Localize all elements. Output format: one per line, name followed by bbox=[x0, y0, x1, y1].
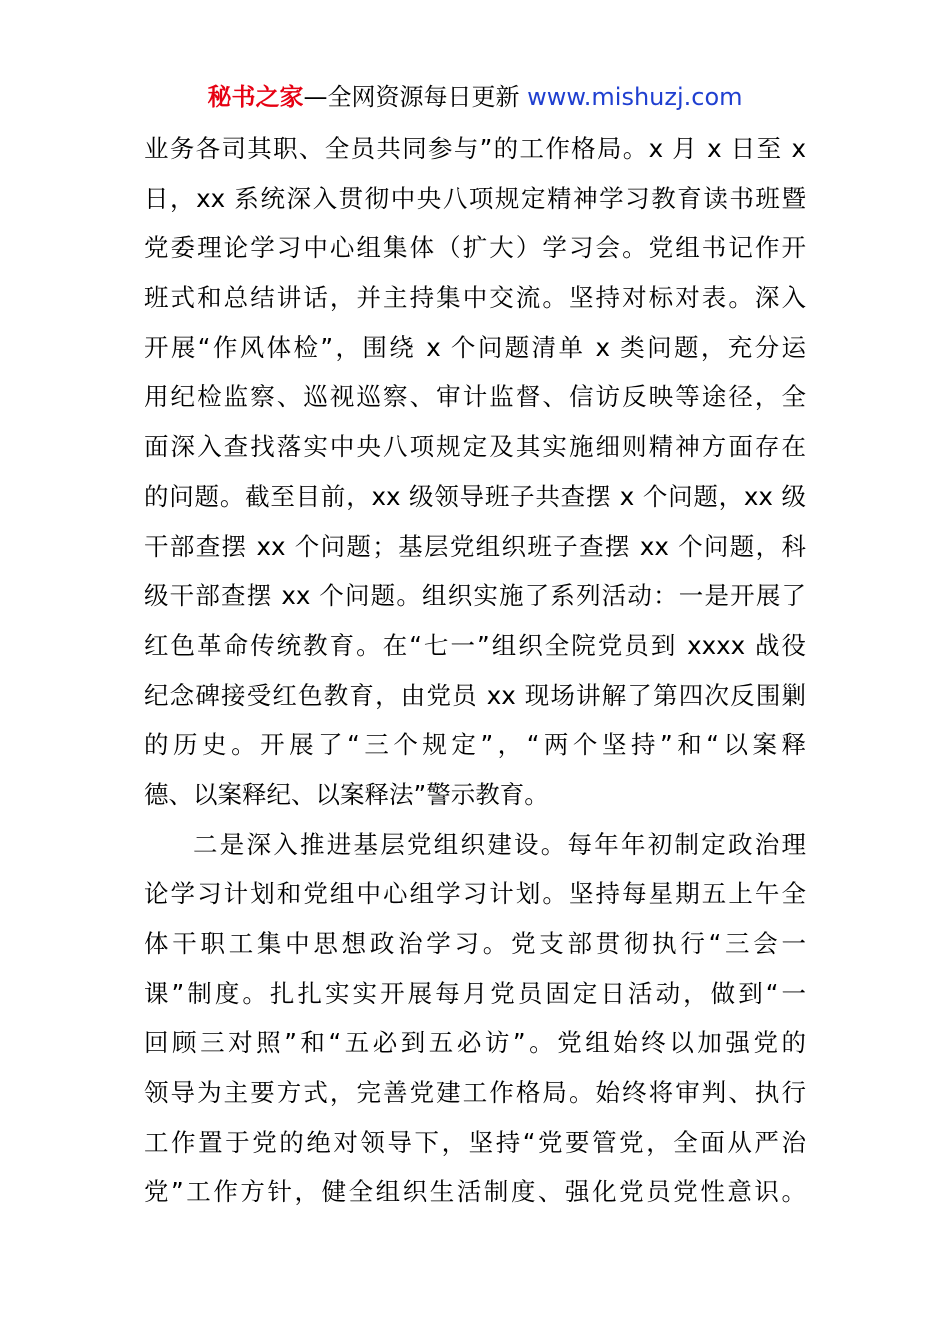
text-line: 面深入查找落实中央八项规定及其实施细则精神方面存在 bbox=[144, 432, 806, 462]
site-url-link[interactable]: www.mishuzj.com bbox=[527, 83, 743, 111]
text-line: 干部查摆 xx 个问题；基层党组织班子查摆 xx 个问题，科 bbox=[144, 531, 806, 561]
header-tagline: —全网资源每日更新 bbox=[303, 83, 520, 111]
text-line: 工作置于党的绝对领导下，坚持“党要管党，全面从严治 bbox=[144, 1127, 806, 1157]
text-line: 党”工作方针，健全组织生活制度、强化党员党性意识。 bbox=[144, 1177, 806, 1207]
text-line: 课”制度。扎扎实实开展每月党员固定日活动，做到“一 bbox=[144, 978, 806, 1008]
text-line: 领导为主要方式，完善党建工作格局。始终将审判、执行 bbox=[144, 1078, 806, 1108]
paragraph-2 bbox=[144, 820, 806, 1218]
text-line: 业务各司其职、全员共同参与”的工作格局。x 月 x 日至 x bbox=[144, 134, 806, 163]
text-line: 纪念碑接受红色教育，由党员 xx 现场讲解了第四次反围剿 bbox=[144, 680, 806, 710]
text-line: 级干部查摆 xx 个问题。组织实施了系列活动：一是开展了 bbox=[144, 581, 806, 611]
site-header bbox=[0, 80, 950, 114]
text-line: 的历史。开展了“三个规定”，“两个坚持”和“以案释 bbox=[144, 730, 806, 760]
text-line: 班式和总结讲话，并主持集中交流。坚持对标对表。深入 bbox=[144, 283, 806, 313]
text-line: 日，xx 系统深入贯彻中央八项规定精神学习教育读书班暨 bbox=[144, 183, 806, 213]
text-line: 党委理论学习中心组集体（扩大）学习会。党组书记作开 bbox=[144, 233, 806, 263]
text-line: 开展“作风体检”，围绕 x 个问题清单 x 类问题，充分运 bbox=[144, 332, 806, 362]
text-line: 二是深入推进基层党组织建设。每年年初制定政治理 bbox=[193, 829, 806, 859]
text-line: 红色革命传统教育。在“七一”组织全院党员到 xxxx 战役 bbox=[144, 630, 806, 660]
text-line: 体干职工集中思想政治学习。党支部贯彻执行“三会一 bbox=[144, 929, 806, 958]
text-line: 用纪检监察、巡视巡察、审计监督、信访反映等途径，全 bbox=[144, 382, 806, 412]
document-body bbox=[144, 124, 806, 1217]
text-line: 德、以案释纪、以案释法”警示教育。 bbox=[144, 779, 549, 809]
text-line: 的问题。截至目前，xx 级领导班子共查摆 x 个问题，xx 级 bbox=[144, 481, 806, 511]
text-line: 论学习计划和党组中心组学习计划。坚持每星期五上午全 bbox=[144, 879, 806, 909]
text-line: 回顾三对照”和“五必到五必访”。党组始终以加强党的 bbox=[144, 1028, 806, 1058]
brand-name: 秘书之家 bbox=[207, 83, 304, 111]
paragraph-1 bbox=[144, 124, 806, 820]
